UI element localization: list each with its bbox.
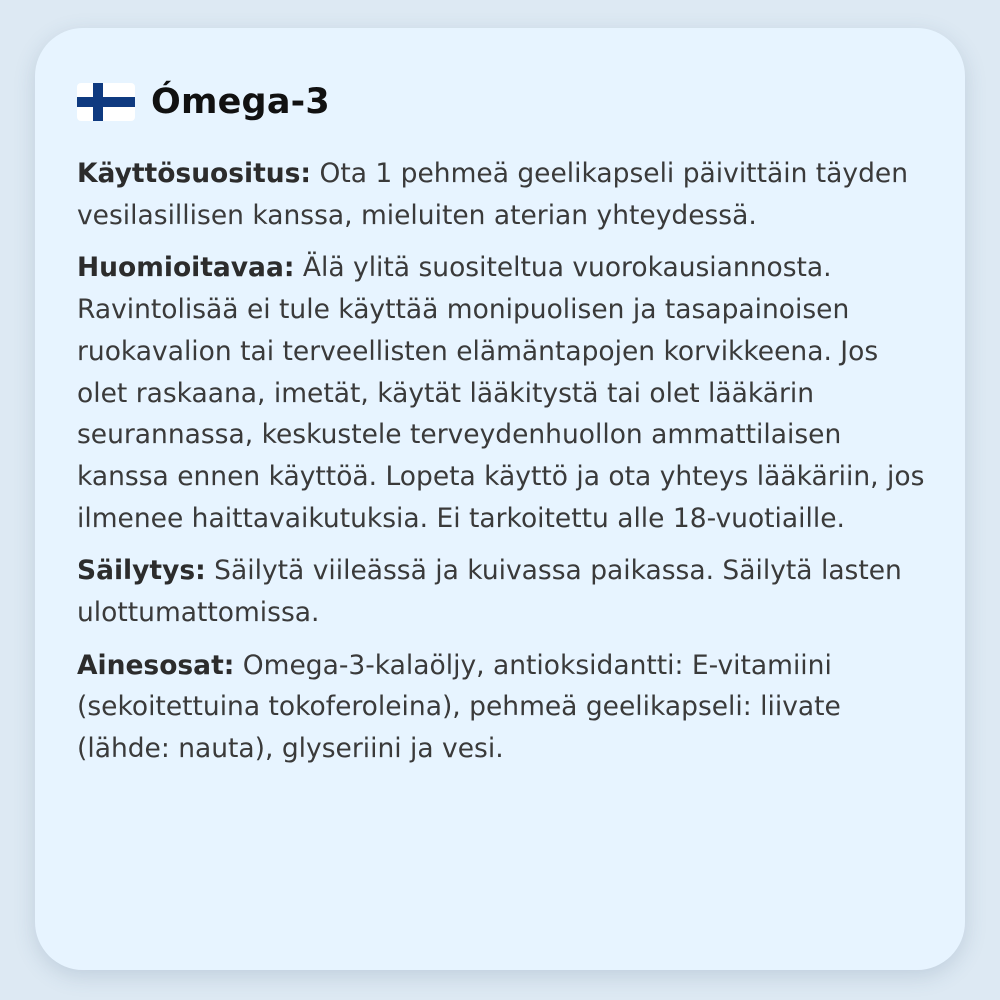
warnings-text: Älä ylitä suositeltua vuorokausiannosta. Ravintolisää ei tule käyttää monipuolisen ja tasapainoisen ruokavalion tai terveellisten elämäntapojen korvikkeena. Jos olet raskaana, imetät, käytät lääkitystä tai olet lääkärin seurannassa, keskustele terveydenhuollon ammattilaisen kanssa ennen käyttöä. Lopeta käyttö ja ota yhteys lääkäriin, jos ilmenee haittavaikutuksia. Ei tarkoitettu alle 18-vuotiaille. bbox=[77, 252, 925, 534]
ingredients-text: Omega-3-kalaöljy, antioksidantti: E-vitamiini (sekoitettuina tokoferoleina), pehmeä geelikapseli: liivate (lähde: nauta), glyseriini ja vesi. bbox=[77, 649, 841, 765]
usage-text: Ota 1 pehmeä geelikapseli päivittäin täyden vesilasillisen kanssa, mieluiten aterian yhteydessä. bbox=[77, 158, 909, 231]
storage-text: Säilytä viileässä ja kuivassa paikassa. Säilytä lasten ulottumattomissa. bbox=[77, 555, 902, 629]
usage-section bbox=[77, 153, 925, 236]
warnings-label: Huomioitavaa: bbox=[77, 252, 295, 284]
product-info-card bbox=[35, 28, 965, 970]
finland-flag-icon bbox=[77, 83, 135, 121]
warnings-section bbox=[77, 247, 925, 539]
product-title: Ómega-3 bbox=[151, 82, 330, 122]
usage-label: Käyttösuositus: bbox=[77, 158, 312, 189]
storage-label: Säilytys: bbox=[77, 555, 206, 587]
ingredients-section bbox=[77, 645, 925, 770]
storage-section bbox=[77, 550, 925, 633]
ingredients-label: Ainesosat: bbox=[77, 649, 235, 681]
card-header bbox=[77, 80, 925, 124]
